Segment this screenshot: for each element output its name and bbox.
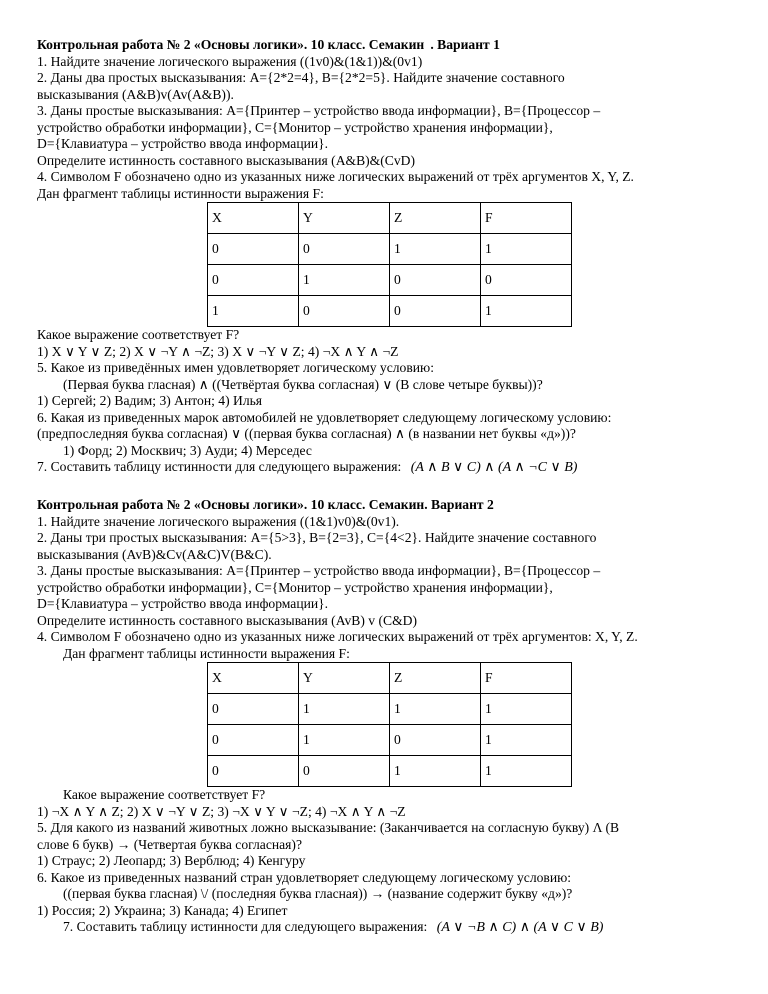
- table-row: [208, 694, 572, 725]
- table-cell: 0: [390, 296, 481, 327]
- table-cell: Z: [390, 203, 481, 234]
- question-7-text: 7. Составить таблицу истинности для следующего выражения:: [63, 919, 428, 934]
- question-1: 1. Найдите значение логического выражения ((1v0)&(1&1))&(0v1): [37, 53, 423, 69]
- table-cell: 0: [390, 725, 481, 756]
- table-row: [208, 756, 572, 787]
- variant-title: Контрольная работа № 2 «Основы логики». 10 класс. Семакин . Вариант 1: [37, 37, 500, 52]
- table-cell: 0: [208, 694, 299, 725]
- question-2-line-1: 2. Даны три простых высказывания: A={5>3}, B={2=3}, C={4<2}. Найдите значение составного: [37, 530, 597, 545]
- question-5-line-1: 5. Какое из приведённых имен удовлетворяет логическому условию:: [37, 360, 434, 375]
- question-3-line-3: D={Клавиатура – устройство ввода информации}.: [37, 596, 329, 611]
- question-4-prompt: Какое выражение соответствует F?: [37, 327, 240, 342]
- table-cell: X: [208, 203, 299, 234]
- question-6-options: 1) Россия; 2) Украина; 3) Канада; 4) Египет: [37, 902, 288, 918]
- table-row: [208, 663, 572, 694]
- question-5-options: 1) Сергей; 2) Вадим; 3) Антон; 4) Илья: [37, 393, 263, 408]
- table-cell: 1: [390, 234, 481, 265]
- table-row: [208, 234, 572, 265]
- question-5-line-2: слове 6 букв) → (Четвертая буква согласная)?: [37, 836, 302, 852]
- question-3-line-2: устройство обработки информации}, C={Монитор – устройство хранения информации},: [37, 579, 553, 595]
- table-cell: 1: [390, 756, 481, 787]
- table-cell: 0: [208, 234, 299, 265]
- table-cell: 1: [481, 234, 572, 265]
- question-6-line-1: 6. Какая из приведенных марок автомобилей не удовлетворяет следующему логическому условию:: [37, 409, 612, 425]
- table-cell: 0: [208, 725, 299, 756]
- question-3-line-1: 3. Даны простые высказывания: A={Принтер – устройство ввода информации}, B={Процессор –: [37, 103, 601, 118]
- question-4-options: 1) ¬X ∧ Y ∧ Z; 2) X ∨ ¬Y ∨ Z; 3) ¬X ∨ Y ∨ ¬Z; 4) ¬X ∧ Y ∧ ¬Z: [37, 803, 406, 819]
- question-6-line-1: 6. Какое из приведенных названий стран удовлетворяет следующему логическому условию:: [37, 869, 572, 885]
- question-7: [37, 919, 748, 937]
- question-4-line-1: 4. Символом F обозначено одно из указанных ниже логических выражений от трёх аргументов: X, Y, Z.: [37, 629, 638, 644]
- question-4-prompt: Какое выражение соответствует F?: [63, 787, 266, 802]
- question-6-line-2: (предпоследняя буква согласная) ∨ ((первая буква согласная) ∧ (в названии нет буквы «д»))?: [37, 426, 576, 441]
- table-cell: 1: [481, 725, 572, 756]
- table-cell: 1: [390, 694, 481, 725]
- table-cell: 0: [390, 265, 481, 296]
- question-3-line-2: устройство обработки информации}, C={Монитор – устройство хранения информации},: [37, 119, 553, 135]
- table-cell: 0: [481, 265, 572, 296]
- question-2-line-2: высказывания (AvB)&Cv(A&C)V(B&C).: [37, 546, 272, 562]
- question-4-line-2: Дан фрагмент таблицы истинности выражения F:: [63, 645, 350, 661]
- question-5-line-1: 5. Для какого из названий животных ложно высказывание: (Заканчивается на согласную букву) Λ (В: [37, 820, 620, 835]
- table-cell: 1: [208, 296, 299, 327]
- question-2-line-1: 2. Даны два простых высказывания: A={2*2=4}, B={2*2=5}. Найдите значение составного: [37, 70, 565, 85]
- table-cell: 0: [299, 756, 390, 787]
- table-cell: 1: [299, 694, 390, 725]
- question-7-expression: (A ∨ ¬B ∧ C) ∧ (A ∨ C ∨ B): [436, 920, 604, 935]
- table-cell: 1: [299, 265, 390, 296]
- table-cell: Y: [299, 203, 390, 234]
- table-cell: 0: [208, 756, 299, 787]
- table-row: [208, 265, 572, 296]
- table-cell: 0: [299, 296, 390, 327]
- question-4-line-2: Дан фрагмент таблицы истинности выражения F:: [37, 185, 324, 201]
- question-5-options: 1) Страус; 2) Леопард; 3) Верблюд; 4) Кенгуру: [37, 853, 306, 868]
- question-1: 1. Найдите значение логического выражения ((1&1)v0)&(0v1).: [37, 513, 400, 529]
- table-cell: 1: [481, 694, 572, 725]
- question-2-line-2: высказывания (A&B)v(Av(A&B)).: [37, 86, 234, 102]
- truth-table: [207, 202, 572, 327]
- table-cell: 1: [481, 296, 572, 327]
- table-cell: 0: [299, 234, 390, 265]
- table-row: [208, 725, 572, 756]
- question-5-line-2: (Первая буква гласная) ∧ ((Четвёртая буква согласная) ∨ (В слове четыре буквы))?: [63, 376, 543, 392]
- truth-table: [207, 662, 572, 787]
- table-cell: 1: [299, 725, 390, 756]
- question-7-expression: (A ∧ B ∨ C) ∧ (A ∧ ¬C ∨ B): [410, 460, 578, 475]
- question-3-line-4: Определите истинность составного высказывания (AvB) v (C&D): [37, 612, 417, 628]
- table-row: [208, 203, 572, 234]
- table-row: [208, 296, 572, 327]
- question-7-text: 7. Составить таблицу истинности для следующего выражения:: [37, 459, 402, 474]
- table-cell: F: [481, 663, 572, 694]
- question-4-options: 1) X ∨ Y ∨ Z; 2) X ∨ ¬Y ∧ ¬Z; 3) X ∨ ¬Y ∨ Z; 4) ¬X ∧ Y ∧ ¬Z: [37, 343, 399, 359]
- question-3-line-4: Определите истинность составного высказывания (A&B)&(CvD): [37, 152, 415, 168]
- variant-title: Контрольная работа № 2 «Основы логики». 10 класс. Семакин. Вариант 2: [37, 497, 494, 512]
- question-3-line-1: 3. Даны простые высказывания: A={Принтер – устройство ввода информации}, B={Процессор –: [37, 563, 601, 578]
- variant-1: [37, 37, 748, 477]
- table-cell: 0: [208, 265, 299, 296]
- table-cell: Z: [390, 663, 481, 694]
- question-6-options: 1) Форд; 2) Москвич; 3) Ауди; 4) Мерседес: [63, 442, 312, 458]
- table-cell: Y: [299, 663, 390, 694]
- table-cell: F: [481, 203, 572, 234]
- table-cell: 1: [481, 756, 572, 787]
- question-6-line-2: ((первая буква гласная) \/ (последняя буква гласная)) → (название содержит букву «д»)?: [63, 886, 573, 901]
- question-3-line-3: D={Клавиатура – устройство ввода информации}.: [37, 136, 329, 151]
- question-7: [37, 459, 748, 477]
- table-cell: X: [208, 663, 299, 694]
- variant-2: [37, 497, 748, 937]
- question-4-line-1: 4. Символом F обозначено одно из указанных ниже логических выражений от трёх аргументов X, Y, Z.: [37, 169, 634, 184]
